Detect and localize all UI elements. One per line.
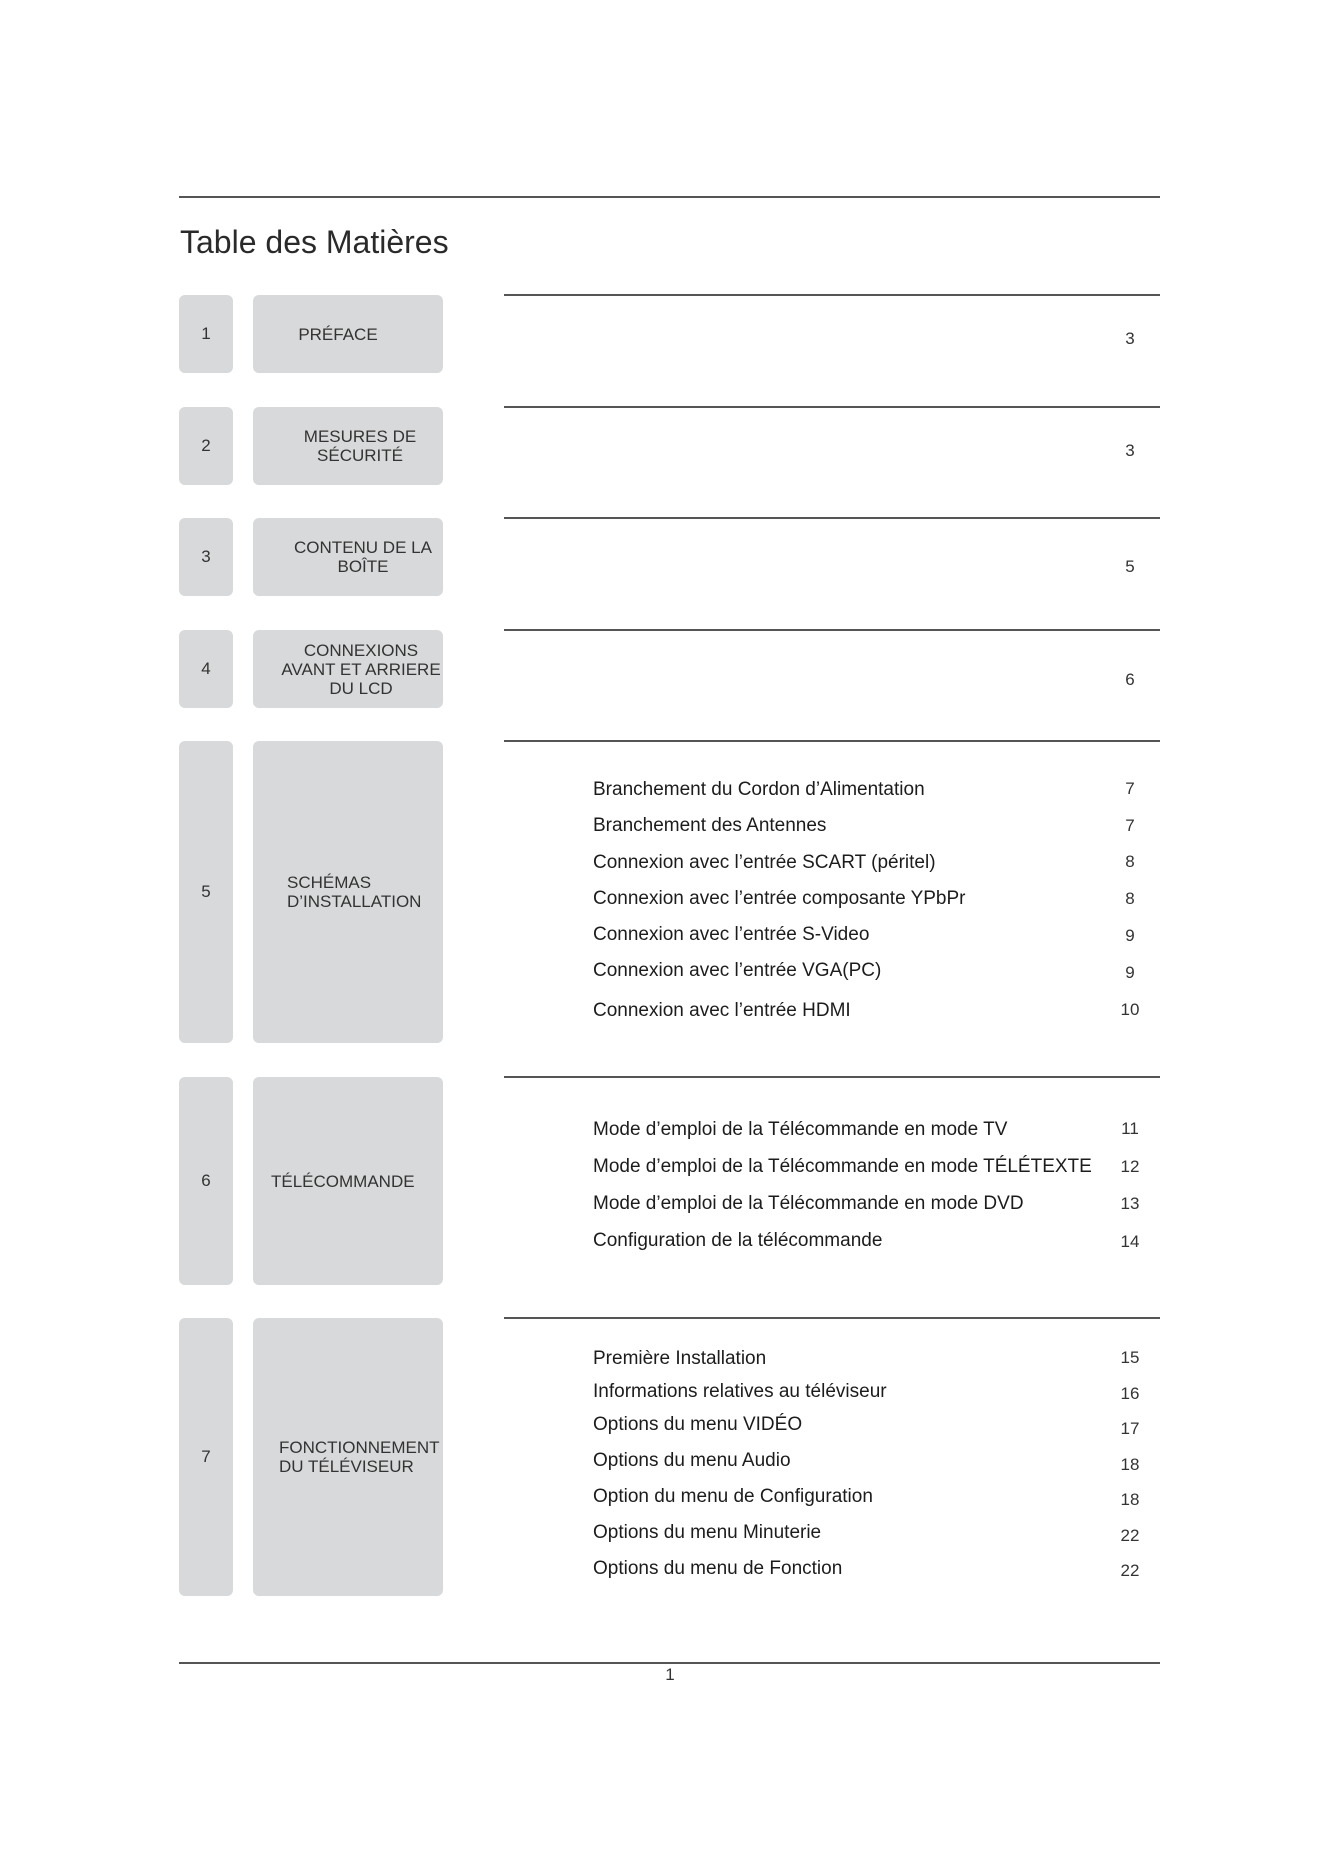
section-number: 4 (179, 630, 233, 708)
bottom-rule (179, 1662, 1160, 1664)
section-number: 7 (179, 1318, 233, 1596)
toc-item[interactable]: Options du menu de Fonction (593, 1558, 843, 1579)
toc-item-page: 22 (1120, 1561, 1140, 1580)
section-label-text: SCHÉMAS D’INSTALLATION (287, 873, 422, 911)
toc-item-page: 8 (1125, 889, 1135, 908)
section-number: 2 (179, 407, 233, 485)
section-label[interactable] (253, 741, 443, 1043)
toc-item-page: 13 (1120, 1194, 1140, 1213)
toc-item[interactable]: Connexion avec l’entrée S-Video (593, 924, 870, 945)
toc-item-page: 8 (1125, 852, 1135, 871)
toc-item-page: 12 (1120, 1157, 1140, 1176)
toc-item[interactable]: Option du menu de Configuration (593, 1486, 873, 1507)
toc-item[interactable]: Connexion avec l’entrée HDMI (593, 1000, 851, 1021)
section-label[interactable] (253, 407, 443, 485)
section-rule (504, 406, 1160, 408)
toc-item[interactable]: Branchement du Cordon d’Alimentation (593, 779, 925, 800)
top-rule (179, 196, 1160, 198)
toc-item[interactable]: Première Installation (593, 1348, 767, 1369)
toc-item[interactable]: Mode d’emploi de la Télécommande en mode TÉLÉTEXTE (593, 1156, 1092, 1177)
toc-item[interactable]: Options du menu Minuterie (593, 1522, 822, 1543)
page-title: Table des Matières (180, 224, 449, 260)
toc-item-page: 7 (1125, 816, 1135, 835)
toc-item-page: 17 (1120, 1419, 1140, 1438)
toc-item-page: 11 (1121, 1119, 1139, 1138)
section-rule (504, 1317, 1160, 1319)
section-number: 3 (179, 518, 233, 596)
toc-item[interactable]: Connexion avec l’entrée composante YPbPr (593, 888, 966, 909)
section-label[interactable] (253, 518, 443, 596)
toc-item-page: 22 (1120, 1526, 1140, 1545)
toc-item-page: 16 (1120, 1384, 1140, 1403)
section-label[interactable] (253, 1077, 443, 1285)
section-label-text: TÉLÉCOMMANDE (271, 1171, 415, 1191)
section-label-text: CONNEXIONS AVANT ET ARRIERE DU LCD (281, 640, 441, 698)
toc-item[interactable]: Mode d’emploi de la Télécommande en mode DVD (593, 1193, 1024, 1214)
section-number: 6 (179, 1077, 233, 1285)
section-page: 3 (1125, 329, 1135, 348)
section-page: 6 (1125, 670, 1135, 689)
toc-item-page: 7 (1125, 779, 1135, 798)
section-rule (504, 629, 1160, 631)
footer-page-number: 1 (665, 1665, 675, 1684)
section-page: 3 (1125, 441, 1135, 460)
toc-item-page: 14 (1120, 1232, 1140, 1251)
toc-item[interactable]: Configuration de la télécommande (593, 1230, 883, 1251)
section-label-text: CONTENU DE LA BOÎTE (294, 538, 432, 576)
section-label[interactable] (253, 630, 443, 708)
section-number: 5 (179, 741, 233, 1043)
toc-item-page: 18 (1120, 1490, 1140, 1509)
section-label[interactable] (253, 1318, 443, 1596)
section-label-text: FONCTIONNEMENT DU TÉLÉVISEUR (279, 1438, 440, 1476)
toc-item-page: 15 (1120, 1348, 1140, 1367)
section-rule (504, 294, 1160, 296)
toc-item[interactable]: Connexion avec l’entrée VGA(PC) (593, 960, 882, 981)
section-label[interactable] (253, 295, 443, 373)
section-rule (504, 1076, 1160, 1078)
toc-item[interactable]: Options du menu VIDÉO (593, 1414, 803, 1435)
section-rule (504, 517, 1160, 519)
toc-item[interactable]: Branchement des Antennes (593, 815, 827, 836)
section-number: 1 (179, 295, 233, 373)
toc-item[interactable]: Informations relatives au téléviseur (593, 1381, 887, 1402)
toc-item-page: 9 (1125, 963, 1135, 982)
toc-item[interactable]: Mode d’emploi de la Télécommande en mode TV (593, 1119, 1008, 1140)
toc-item[interactable]: Options du menu Audio (593, 1450, 791, 1471)
toc-item-page: 9 (1125, 926, 1135, 945)
section-rule (504, 740, 1160, 742)
toc-item-page: 10 (1120, 1000, 1140, 1019)
section-page: 5 (1125, 557, 1135, 576)
toc-item-page: 18 (1120, 1455, 1140, 1474)
toc-item[interactable]: Connexion avec l’entrée SCART (péritel) (593, 852, 936, 873)
section-label-text: MESURES DE SÉCURITÉ (303, 427, 417, 465)
section-label-text: PRÉFACE (298, 324, 378, 344)
